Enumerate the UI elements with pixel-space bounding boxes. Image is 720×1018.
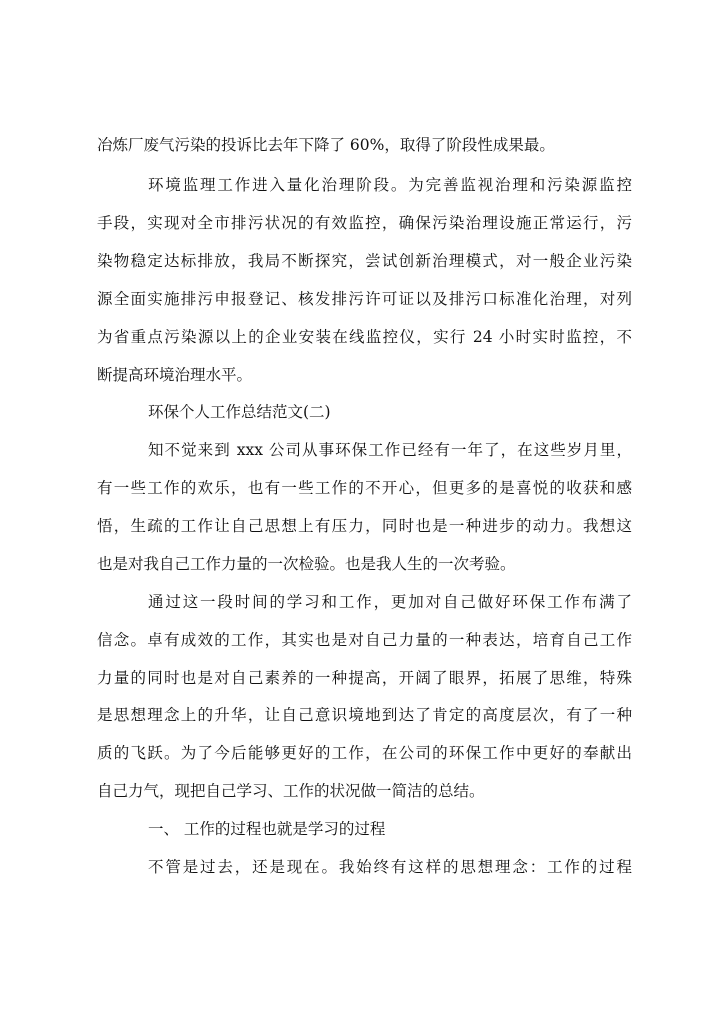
text-line: 有一些工作的欢乐，也有一些工作的不开心，但更多的是喜悦的收获和感	[97, 479, 632, 497]
text-line: 环境监理工作进入量化治理阶段。为完善监视治理和污染源监控	[148, 176, 632, 194]
text-line: 悟，生疏的工作让自己思想上有压力，同时也是一种进步的动力。我想这	[97, 517, 632, 535]
text-line: 质的飞跃。为了今后能够更好的工作，在公司的环保工作中更好的奉献出	[97, 744, 632, 762]
text-line: 通过这一段时间的学习和工作，更加对自己做好环保工作布满了	[148, 593, 632, 611]
text-line: 不管是过去，还是现在。我始终有这样的思想理念：工作的过程	[148, 858, 632, 876]
text-line: 手段，实现对全市排污状况的有效监控，确保污染治理设施正常运行，污	[97, 214, 632, 232]
text-line: 染物稳定达标排放，我局不断探究，尝试创新治理模式，对一般企业污染	[97, 252, 632, 270]
text-line: 源全面实施排污申报登记、核发排污许可证以及排污口标准化治理，对列	[97, 290, 632, 308]
text-line: 自己力气，现把自己学习、工作的状况做一简洁的总结。	[97, 782, 485, 800]
text-line: 知不觉来到 xxx 公司从事环保工作已经有一年了，在这些岁月里，	[148, 441, 632, 459]
text-line: 为省重点污染源以上的企业安装在线监控仪，实行 24 小时实时监控，不	[97, 328, 632, 346]
text-line: 断提高环境治理水平。	[97, 366, 253, 384]
text-line: 冶炼厂废气污染的投诉比去年下降了 60%，取得了阶段性成果最。	[97, 136, 555, 154]
text-line: 是思想理念上的升华，让自己意识境地到达了肯定的高度层次，有了一种	[97, 706, 632, 724]
section-heading: 一、 工作的过程也就是学习的过程	[148, 820, 386, 838]
text-line: 力量的同时也是对自己素养的一种提高，开阔了眼界，拓展了思维，特殊	[97, 669, 632, 687]
section-heading: 环保个人工作总结范文(二)	[148, 403, 331, 421]
text-line: 也是对我自己工作力量的一次检验。也是我人生的一次考验。	[97, 555, 516, 573]
text-line: 信念。卓有成效的工作，其实也是对自己力量的一种表达，培育自己工作	[97, 631, 632, 649]
